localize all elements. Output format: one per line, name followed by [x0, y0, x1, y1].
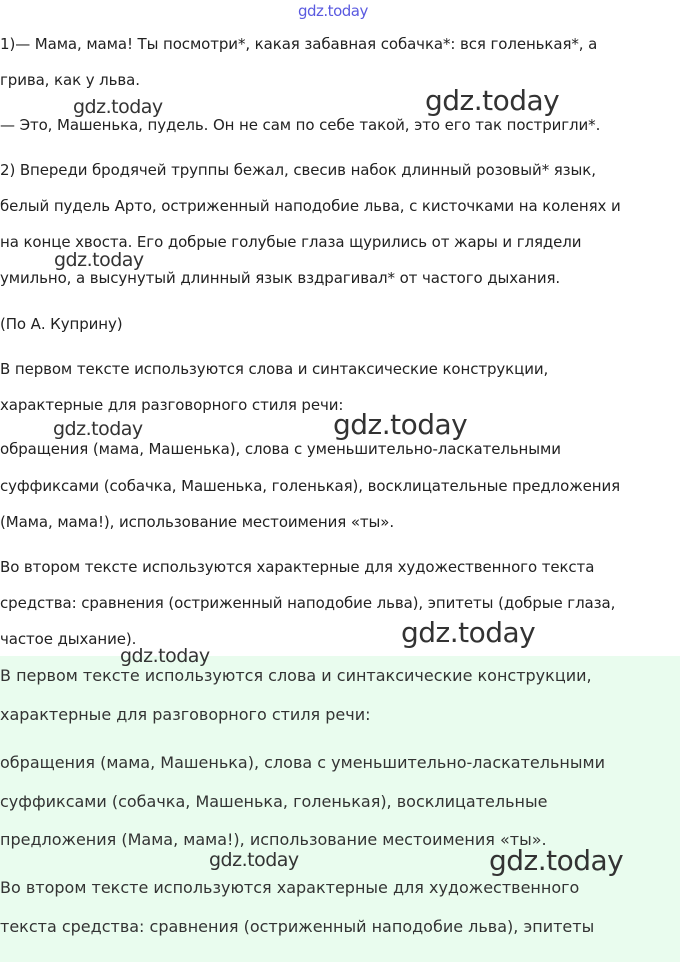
answer-line: предложения (Мама, мама!), использование местоимения «ты».	[0, 830, 547, 849]
answer-line: характерные для разговорного стиля речи:	[0, 705, 371, 724]
watermark: gdz.today	[53, 418, 143, 440]
header-watermark: gdz.today	[298, 2, 368, 20]
text-line: средства: сравнения (остриженный наподобие льва), эпитеты (добрые глаза,	[0, 594, 616, 612]
answer-line: Во втором тексте используются характерные для художественного	[0, 878, 580, 897]
text-line: белый пудель Арто, остриженный наподобие льва, с кисточками на коленях и	[0, 197, 621, 215]
watermark: gdz.today	[73, 96, 163, 118]
text-line: В первом тексте используются слова и синтаксические конструкции,	[0, 360, 549, 378]
watermark: gdz.today	[120, 645, 210, 667]
text-line: — Это, Машенька, пудель. Он не сам по себе такой, это его так постригли*.	[0, 116, 601, 134]
answer-line: обращения (мама, Машенька), слова с уменьшительно-ласкательными	[0, 753, 605, 772]
text-line: частое дыхание).	[0, 630, 137, 648]
source-attribution: (По А. Куприну)	[0, 315, 123, 333]
text-line: 2) Впереди бродячей труппы бежал, свесив набок длинный розовый* язык,	[0, 161, 596, 179]
text-line: умильно, а высунутый длинный язык вздрагивал* от частого дыхания.	[0, 269, 561, 287]
watermark: gdz.today	[333, 408, 468, 441]
text-line: грива, как у льва.	[0, 71, 140, 89]
text-line: Во втором тексте используются характерные для художественного текста	[0, 558, 595, 576]
answer-line: В первом тексте используются слова и синтаксические конструкции,	[0, 666, 592, 685]
watermark: gdz.today	[425, 84, 560, 117]
answer-box	[0, 656, 680, 962]
watermark: gdz.today	[209, 849, 299, 871]
answer-line: суффиксами (собачка, Машенька, голенькая), восклицательные	[0, 792, 548, 811]
text-line: (Мама, мама!), использование местоимения «ты».	[0, 513, 395, 531]
answer-line: текста средства: сравнения (остриженный наподобие льва), эпитеты	[0, 917, 595, 936]
text-line: 1)— Мама, мама! Ты посмотри*, какая забавная собачка*: вся голенькая*, а	[0, 35, 598, 53]
text-line: характерные для разговорного стиля речи:	[0, 396, 344, 414]
watermark: gdz.today	[401, 616, 536, 649]
text-line: на конце хвоста. Его добрые голубые глаза щурились от жары и глядели	[0, 233, 582, 251]
watermark: gdz.today	[54, 249, 144, 271]
text-line: суффиксами (собачка, Машенька, голенькая), восклицательные предложения	[0, 477, 621, 495]
text-line: обращения (мама, Машенька), слова с уменьшительно-ласкательными	[0, 440, 561, 458]
watermark: gdz.today	[489, 844, 624, 877]
